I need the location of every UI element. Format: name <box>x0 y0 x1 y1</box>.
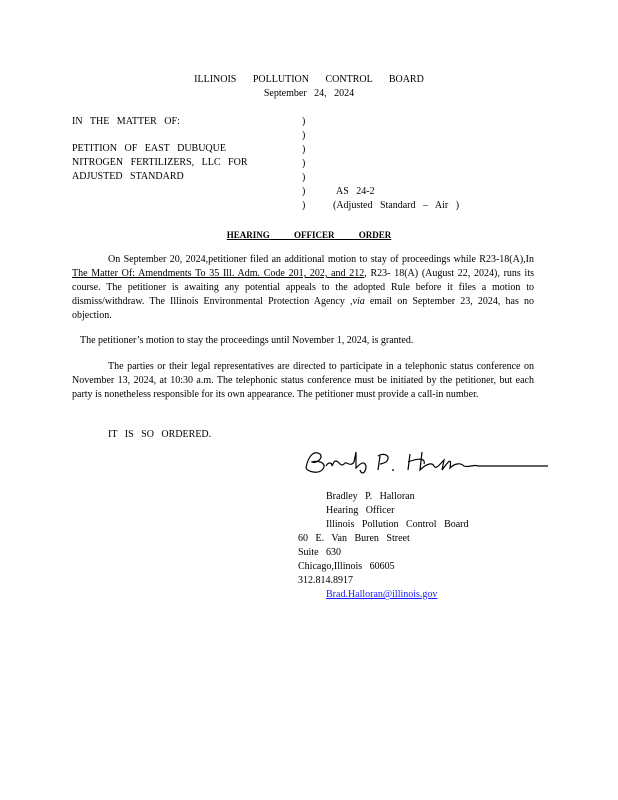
address-line-1: 60 E. Van Buren Street <box>298 533 410 544</box>
petition-line-2: NITROGEN FERTILIZERS, LLC FOR <box>72 157 248 168</box>
petition-line-3: ADJUSTED STANDARD <box>72 171 184 182</box>
order-title: HEARING OFFICER ORDER <box>226 230 392 240</box>
case-citation: The Matter Of: Amendments To 35 Ill. Adm. Code 201, 202, and 212 <box>72 268 365 279</box>
phone-number: 312.814.8917 <box>298 575 353 586</box>
paragraph-text: email on September 23, 2024, has no objection. <box>72 296 534 321</box>
signature-image <box>298 446 554 480</box>
caption-paren: ) <box>302 130 306 141</box>
petition-line-1: PETITION OF EAST DUBUQUE <box>72 143 226 154</box>
caption-paren: ) <box>302 158 306 169</box>
paragraph-status-conference: The parties or their legal representatives are directed to participate in a telephonic status conference on November 13, 2024, at 10:30 a.m. The telephonic status conference must be initiated by the petitioner, but each party is nonetheless responsible for its own appearance. The petitioner must provide a call-in number. <box>72 361 534 400</box>
paragraph-text: , R23- 18(A) (August 22, 2024), runs its course. The petitioner is awaiting any potential appeals to the adopted Rule before it files a motion to dismiss/withdraw. The Illinois Environmental Protection Agency , <box>72 268 535 307</box>
in-the-matter-label: IN THE MATTER OF: <box>72 116 180 127</box>
signer-title: Hearing Officer <box>326 505 395 516</box>
caption-paren: ) <box>302 200 306 211</box>
signer-organization: Illinois Pollution Control Board <box>326 519 469 530</box>
email-link[interactable]: Brad.Halloran@illinois.gov <box>326 589 438 600</box>
caption-parentheses <box>302 115 312 213</box>
paragraph-granted: The petitioner’s motion to stay the proceedings until November 1, 2024, is granted. <box>80 335 414 346</box>
board-name: ILLINOIS POLLUTION CONTROL BOARD <box>194 74 424 85</box>
address-line-2: Suite 630 <box>298 547 342 558</box>
caption-paren: ) <box>302 116 306 127</box>
caption-paren: ) <box>302 186 306 197</box>
via-italic: via <box>352 296 365 307</box>
docket-number: AS 24-2 <box>336 186 375 197</box>
docket-description: (Adjusted Standard – Air ) <box>333 200 460 211</box>
signer-name: Bradley P. Halloran <box>326 491 415 502</box>
so-ordered: IT IS SO ORDERED. <box>108 429 212 440</box>
paragraph-stay-motion <box>72 253 534 323</box>
caption-paren: ) <box>302 144 306 155</box>
paragraph-text: On September 20, 2024,petitioner filed an additional motion to stay of proceedings while R23-18(A),In <box>108 254 534 265</box>
order-date: September 24, 2024 <box>263 88 355 99</box>
caption-paren: ) <box>302 172 306 183</box>
address-city: Chicago,Illinois 60605 <box>298 561 395 572</box>
